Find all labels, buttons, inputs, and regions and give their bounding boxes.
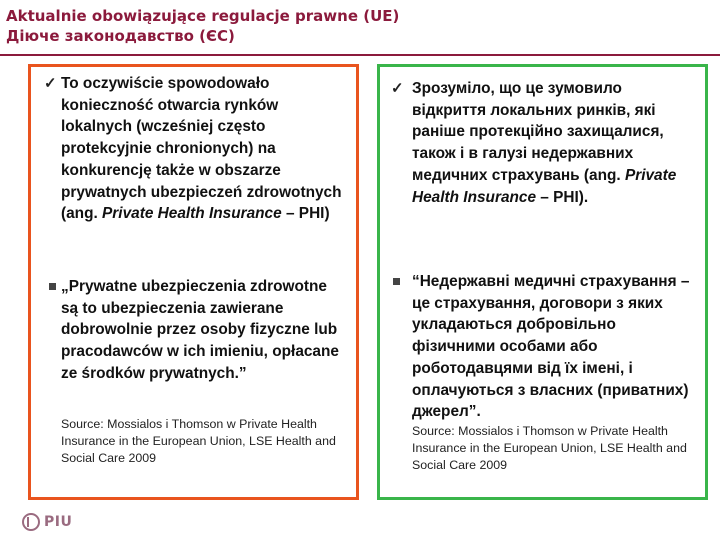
bullet-square-icon bbox=[49, 283, 56, 290]
polish-paragraph-1: ✓ To oczywiście spowodowało konieczność otwarcia rynków lokalnych (wcześniej często protekcyjnie chronionych) na konkurencję także w obszarze prywatnych ubezpieczeń zdrowotnych (ang. Private Health Insurance – PHI) bbox=[44, 75, 342, 223]
title-ukrainian: Діюче законодавство (ЄС) bbox=[6, 27, 235, 45]
check-icon: ✓ bbox=[391, 80, 404, 97]
polish-text-box bbox=[28, 64, 359, 500]
polish-paragraph-2: „Prywatne ubezpieczenia zdrowotne są to ubezpieczenia zawierane dobrowolnie przez osoby fizyczne lub pracodawców w ich imieniu, opłacane ze środków prywatnych.” bbox=[47, 276, 343, 385]
ukrainian-text-box bbox=[377, 64, 708, 500]
check-icon: ✓ bbox=[44, 75, 57, 92]
bullet-square-icon bbox=[393, 278, 400, 285]
title-divider bbox=[0, 54, 720, 56]
title-polish: Aktualnie obowiązujące regulacje prawne (UE) bbox=[6, 7, 400, 25]
ukrainian-paragraph-2: “Недержавні медичні страхування – це страхування, договори з яких укладаються добровільно фізичними особами або роботодавцями від їх імені, і оплачуються з власних (приватних) джерел”. bbox=[391, 271, 697, 423]
polish-source-note: Source: Mossialos i Thomson w Private Health Insurance in the European Union, LSE Health and Social Care 2009 bbox=[61, 417, 336, 465]
logo-circle-icon bbox=[22, 513, 40, 531]
ukrainian-source-note: Source: Mossialos i Thomson w Private Health Insurance in the European Union, LSE Health and Social Care 2009 bbox=[412, 424, 687, 472]
page-title bbox=[6, 6, 399, 46]
ukrainian-paragraph-1: ✓ Зрозуміло, що це зумовило відкриття локальних ринків, які раніше протекційно захищалися, також і в галузі недержавних медичних страхувань (ang. Private Health Insurance – PHI). bbox=[391, 80, 677, 206]
